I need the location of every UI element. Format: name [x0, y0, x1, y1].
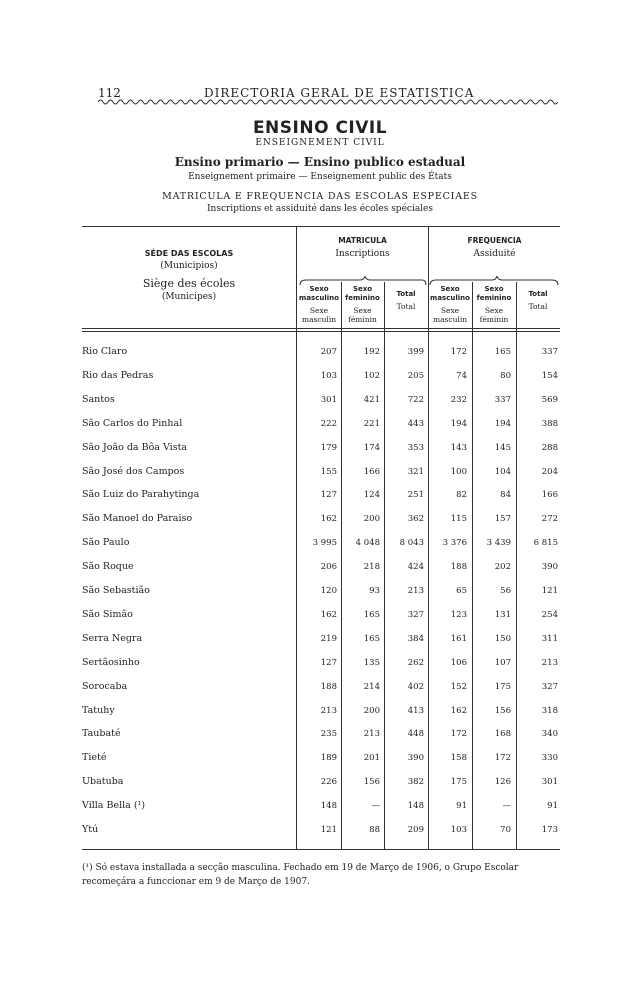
- table-cell: 218: [363, 562, 380, 572]
- table-cell: 382: [407, 777, 424, 787]
- table-cell: 390: [541, 562, 558, 572]
- col-divider-5: [516, 282, 517, 849]
- table-cell: 115: [450, 514, 467, 524]
- col-header-mat-total: Total Total: [396, 290, 416, 311]
- table-cell: 121: [320, 825, 337, 835]
- stub-header-line1: SÉDE DAS ESCOLAS: [144, 249, 234, 258]
- table-cell: 388: [541, 419, 558, 429]
- table-cell: 174: [363, 443, 380, 453]
- table-cell: 402: [407, 682, 424, 692]
- row-label: Villa Bella (¹): [82, 800, 146, 811]
- table-cell: 362: [407, 514, 424, 524]
- table-cell: 166: [363, 467, 380, 477]
- group-sub-matricula: Inscriptions: [335, 249, 390, 259]
- table-cell: 222: [320, 419, 337, 429]
- table-cell: 384: [407, 634, 424, 644]
- table-cell: 168: [494, 729, 511, 739]
- row-label: Santos: [82, 394, 115, 405]
- col-header-freq-fem: Sexo feminino Sexe féminin: [476, 285, 512, 324]
- table-cell: 301: [541, 777, 558, 787]
- table-cell: 3 376: [442, 538, 467, 548]
- table-cell: 213: [363, 729, 380, 739]
- group-label-frequencia: FREQUENCIA: [467, 236, 522, 245]
- col-header-freq-masc: Sexo masculino Sexe masculin: [430, 285, 470, 324]
- table-cell: 70: [500, 825, 511, 835]
- table-cell: 121: [541, 586, 558, 596]
- table-cell: —: [371, 801, 380, 811]
- table-cell: 161: [450, 634, 467, 644]
- table-cell: 213: [541, 658, 558, 668]
- table-cell: 4 048: [355, 538, 380, 548]
- table-cell: 166: [541, 490, 558, 500]
- table-cell: 192: [363, 347, 380, 357]
- row-label: São Carlos do Pinhal: [82, 418, 183, 429]
- table-cell: 214: [363, 682, 380, 692]
- table-cell: 84: [500, 490, 511, 500]
- table-cell: 8 043: [399, 538, 424, 548]
- table-cell: 175: [494, 682, 511, 692]
- group-label-matricula: MATRICULA: [338, 236, 387, 245]
- row-label: São Simão: [82, 609, 133, 620]
- table-cell: 202: [494, 562, 511, 572]
- table-cell: 424: [407, 562, 424, 572]
- table-cell: 330: [541, 753, 558, 763]
- table-cell: 100: [450, 467, 467, 477]
- table-cell: 80: [500, 371, 511, 381]
- table-cell: 162: [450, 706, 467, 716]
- page-subtitle: ENSEIGNEMENT CIVIL: [255, 138, 385, 148]
- table-cell: 722: [407, 395, 424, 405]
- row-label: São Sebastião: [82, 585, 150, 596]
- row-label: Serra Negra: [82, 633, 143, 644]
- group-sub-frequencia: Assiduité: [473, 249, 516, 259]
- row-label: Tieté: [82, 752, 107, 763]
- table-cell: 103: [320, 371, 337, 381]
- table-cell: 88: [369, 825, 380, 835]
- table-cell: 353: [407, 443, 424, 453]
- table-cell: 201: [363, 753, 380, 763]
- table-cell: 179: [320, 443, 337, 453]
- table-cell: 104: [494, 467, 511, 477]
- table-cell: 301: [320, 395, 337, 405]
- table-cell: 448: [407, 729, 424, 739]
- page-title: ENSINO CIVIL: [252, 118, 388, 138]
- running-title: DIRECTORIA GERAL DE ESTATISTICA: [204, 86, 475, 100]
- table-cell: 443: [407, 419, 424, 429]
- table-cell: 56: [500, 586, 511, 596]
- table-cell: 165: [363, 610, 380, 620]
- table-cell: 413: [407, 706, 424, 716]
- section-subtitle: Enseignement primaire — Enseignement public des États: [188, 172, 452, 182]
- table-cell: 148: [407, 801, 424, 811]
- table-cell: 6 815: [533, 538, 558, 548]
- table-cell: 232: [450, 395, 467, 405]
- table-cell: 74: [456, 371, 467, 381]
- table-cell: 254: [541, 610, 558, 620]
- table-cell: 288: [541, 443, 558, 453]
- table-cell: 204: [541, 467, 558, 477]
- table-cell: 337: [541, 347, 558, 357]
- table-cell: 143: [450, 443, 467, 453]
- row-label: Ubatuba: [82, 776, 124, 787]
- table-cell: 209: [407, 825, 424, 835]
- table-cell: 213: [407, 586, 424, 596]
- table-cell: 188: [320, 682, 337, 692]
- table-cell: 162: [320, 514, 337, 524]
- table-cell: 327: [407, 610, 424, 620]
- table-cell: 145: [494, 443, 511, 453]
- stub-header-line3: Siège des écoles: [142, 277, 236, 290]
- table-cell: 162: [320, 610, 337, 620]
- table-cell: —: [502, 801, 511, 811]
- table-cell: 172: [450, 729, 467, 739]
- table-cell: 3 439: [486, 538, 511, 548]
- table-cell: 124: [363, 490, 380, 500]
- table-cell: 150: [494, 634, 511, 644]
- stub-header-line4: (Municipes): [161, 292, 217, 302]
- row-label: Sertãosinho: [82, 657, 140, 668]
- table-cell: 235: [320, 729, 337, 739]
- table-cell: 200: [363, 514, 380, 524]
- table-cell: 102: [363, 371, 380, 381]
- table-cell: 135: [363, 658, 380, 668]
- row-label: Taubaté: [82, 728, 121, 739]
- table-cell: 569: [541, 395, 558, 405]
- table-cell: 127: [320, 658, 337, 668]
- table-cell: 194: [450, 419, 467, 429]
- table-cell: 155: [320, 467, 337, 477]
- table-cell: 219: [320, 634, 337, 644]
- table-cell: 91: [456, 801, 467, 811]
- table-cell: 206: [320, 562, 337, 572]
- table-cell: 340: [541, 729, 558, 739]
- table-cell: 188: [450, 562, 467, 572]
- wavy-rule: [98, 98, 558, 106]
- table-cell: 321: [407, 467, 424, 477]
- table-cell: 156: [363, 777, 380, 787]
- table-cell: 127: [320, 490, 337, 500]
- row-label: Sorocaba: [82, 681, 128, 692]
- row-label: Ytú: [82, 824, 99, 835]
- table-cell: 123: [450, 610, 467, 620]
- col-header-mat-fem: Sexo feminino Sexe féminin: [345, 285, 380, 324]
- table-cell: 165: [494, 347, 511, 357]
- section-title: Ensino primario — Ensino publico estadual: [174, 155, 466, 169]
- table-cell: 175: [450, 777, 467, 787]
- table-cell: 131: [494, 610, 511, 620]
- table-cell: 221: [363, 419, 380, 429]
- row-label: São Luiz do Parahytinga: [82, 489, 200, 500]
- col-header-freq-total: Total Total: [528, 290, 548, 311]
- page-number: 112: [98, 86, 121, 100]
- table-subtitle: Inscriptions et assiduité dans les écoles spéciales: [206, 204, 434, 214]
- table-cell: 205: [407, 371, 424, 381]
- table-cell: 421: [363, 395, 380, 405]
- table-cell: 213: [320, 706, 337, 716]
- table-cell: 157: [494, 514, 511, 524]
- row-label: Rio Claro: [82, 346, 128, 357]
- table-cell: 200: [363, 706, 380, 716]
- table-cell: 158: [450, 753, 467, 763]
- table-bottom-rule: [82, 849, 560, 850]
- table-cell: 3 995: [312, 538, 337, 548]
- table-title: MATRICULA E FREQUENCIA DAS ESCOLAS ESPECIAES: [162, 191, 478, 202]
- table-cell: 103: [450, 825, 467, 835]
- table-cell: 154: [541, 371, 558, 381]
- stub-header-line2: (Municipios): [160, 261, 218, 271]
- table-cell: 82: [456, 490, 467, 500]
- table-cell: 327: [541, 682, 558, 692]
- header-bottom-rule-2: [82, 331, 560, 332]
- table-cell: 262: [407, 658, 424, 668]
- table-cell: 194: [494, 419, 511, 429]
- row-label: Tatuhy: [82, 705, 115, 716]
- table-cell: 390: [407, 753, 424, 763]
- table-cell: 251: [407, 490, 424, 500]
- stub-header: [82, 249, 296, 302]
- table-cell: 106: [450, 658, 467, 668]
- row-label: São Manoel do Paraiso: [82, 513, 193, 524]
- table-cell: 165: [363, 634, 380, 644]
- table-cell: 152: [450, 682, 467, 692]
- table-cell: 148: [320, 801, 337, 811]
- table-cell: 107: [494, 658, 511, 668]
- row-label: São Roque: [82, 561, 134, 572]
- table-cell: 318: [541, 706, 558, 716]
- col-header-mat-masc: Sexo masculino Sexe masculin: [299, 285, 339, 324]
- table-cell: 272: [541, 514, 558, 524]
- table-cell: 173: [541, 825, 558, 835]
- table-cell: 91: [547, 801, 558, 811]
- table-cell: 399: [407, 347, 424, 357]
- table-cell: 172: [450, 347, 467, 357]
- row-label: Rio das Pedras: [82, 370, 154, 381]
- table-cell: 337: [494, 395, 511, 405]
- row-label: São Paulo: [82, 537, 130, 548]
- table-cell: 189: [320, 753, 337, 763]
- table-cell: 65: [456, 586, 467, 596]
- table-top-rule: [82, 226, 560, 227]
- table-cell: 126: [494, 777, 511, 787]
- footnote: (¹) Só estava installada a secção masculina. Fechado em 19 de Março de 1906, o Grupo Escolar recomeçára a funccionar em 9 de Março de 1907.: [82, 863, 519, 887]
- header-bottom-rule: [82, 328, 560, 329]
- row-label: São João da Bôa Vista: [82, 442, 188, 453]
- row-label: São José dos Campos: [82, 466, 185, 477]
- table-cell: 172: [494, 753, 511, 763]
- group-header-frequencia: [429, 236, 560, 259]
- table-cell: 207: [320, 347, 337, 357]
- table-cell: 120: [320, 586, 337, 596]
- table-cell: 311: [541, 634, 558, 644]
- table-cell: 226: [320, 777, 337, 787]
- group-header-matricula: [297, 236, 428, 259]
- table-cell: 93: [369, 586, 380, 596]
- table-cell: 156: [494, 706, 511, 716]
